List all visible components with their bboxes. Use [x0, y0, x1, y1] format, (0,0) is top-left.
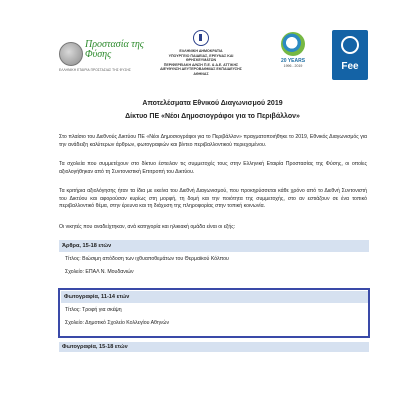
ptf-logo-name: Προστασία της Φύσης	[85, 39, 144, 60]
seal-icon	[59, 42, 83, 66]
ministry-line-3: ΠΕΡΙΦΕΡΕΙΑΚΗ Δ/ΝΣΗ Π.Ε. & Δ.Ε. ΑΤΤΙΚΗΣ	[163, 62, 239, 67]
entry-title: Τίτλος: Τροφή για σκέψη	[65, 307, 122, 313]
document-subtitle: Δίκτυο ΠΕ «Νέοι Δημοσιογράφοι για το Περιβάλλον»	[125, 113, 300, 120]
category-heading-photo-15-18: Φωτογραφία, 15-18 ετών	[59, 342, 369, 352]
paragraph-criteria: Τα κριτήρια αξιολόγησης ήταν τα ίδια με εκείνα του Διεθνή Διαγωνισμού, που προκηρύσσεται κάθε χρόνο από το Διεθνή Συντονιστή του Δικτύου και αφορούσαν κυρίως στη μορφή, τη δομή και την ποιότητα της συμμετοχής, στο αν εστιάζουν σε ένα τοπικό περιβαλλοντικό θέμα, στην έρευνα και τη διάχυση της πληροφορίας στην τοπική κοινωνία.	[59, 188, 367, 210]
fee-logo	[332, 30, 368, 80]
ministry-line-2: ΥΠΟΥΡΓΕΙΟ ΠΑΙΔΕΙΑΣ, ΕΡΕΥΝΑΣ ΚΑΙ ΘΡΗΣΚΕΥΜΑΤΩΝ	[168, 53, 234, 63]
document-title: Αποτελέσματα Εθνικού Διαγωνισμού 2019	[142, 100, 283, 107]
entry-school: Σχολείο: Δημοτικό Σχολείο Κολλεγίου Αθηνών	[65, 320, 170, 326]
anniversary-range: 1996 - 2019	[283, 64, 303, 68]
entry-title: Τίτλος: Βιώσιμη απόδοση των ιχθυαποθεμάτων του Θερμαϊκού Κόλπου	[65, 256, 229, 262]
anniversary-mark-icon	[281, 32, 305, 56]
category-heading-articles: Άρθρα, 15-18 ετών	[59, 240, 369, 252]
header-logos	[55, 28, 370, 86]
ministry-line-1: ΕΛΛΗΝΙΚΗ ΔΗΜΟΚΡΑΤΙΑ	[179, 49, 223, 53]
paragraph-winners-intro: Οι νικητές που αναδείχτηκαν, ανά κατηγορία και ηλικιακή ομάδα είναι οι εξής:	[59, 224, 236, 230]
paragraph-intro: Στο πλαίσιο του Διεθνούς Δικτύου ΠΕ «Νέοι Δημοσιογράφοι για το Περιβάλλον» πραγματοποιήθηκε το 2019, Εθνικός Διαγωνισμός για την ανάδειξη καλύτερων άρθρων, φωτογραφιών και βίντεο περιβαλλοντικού περιεχομένου.	[59, 134, 367, 148]
ptf-logo-subtitle: ΕΛΛΗΝΙΚΗ ΕΤΑΙΡΙΑ ΠΡΟΣΤΑΣΙΑΣ ΤΗΣ ΦΥΣΗΣ	[59, 68, 131, 72]
paragraph-submissions: Τα σχολεία που συμμετέχουν στο δίκτυο έστειλαν τις συμμετοχές τους στην Ελληνική Εταιρία Προστασίας της Φύσης, οι οποίες αξιολογήθηκαν από τη Συντονιστική Επιτροπή του Δικτύου.	[59, 161, 367, 175]
anniversary-years: 20 YEARS	[280, 58, 306, 64]
fee-logo-text: Fee	[341, 61, 359, 72]
anniversary-logo	[273, 30, 313, 84]
ptf-logo	[59, 30, 145, 82]
category-heading-photo-11-14: Φωτογραφία, 11-14 ετών	[61, 291, 368, 303]
globe-icon	[341, 36, 359, 54]
entry-school: Σχολείο: ΕΠΑΛ Ν. Μουδανιών	[65, 269, 134, 275]
document-page	[55, 18, 370, 400]
ministry-logo	[157, 28, 245, 84]
ministry-line-4: ΔΙΕΥΘΥΝΣΗ ΔΕΥΤΕΡΟΒΑΘΜΙΑΣ ΕΚΠΑΙΔΕΥΣΗΣ ΑΘΗΝΑΣ	[160, 67, 242, 76]
ministry-emblem-icon	[193, 30, 209, 46]
